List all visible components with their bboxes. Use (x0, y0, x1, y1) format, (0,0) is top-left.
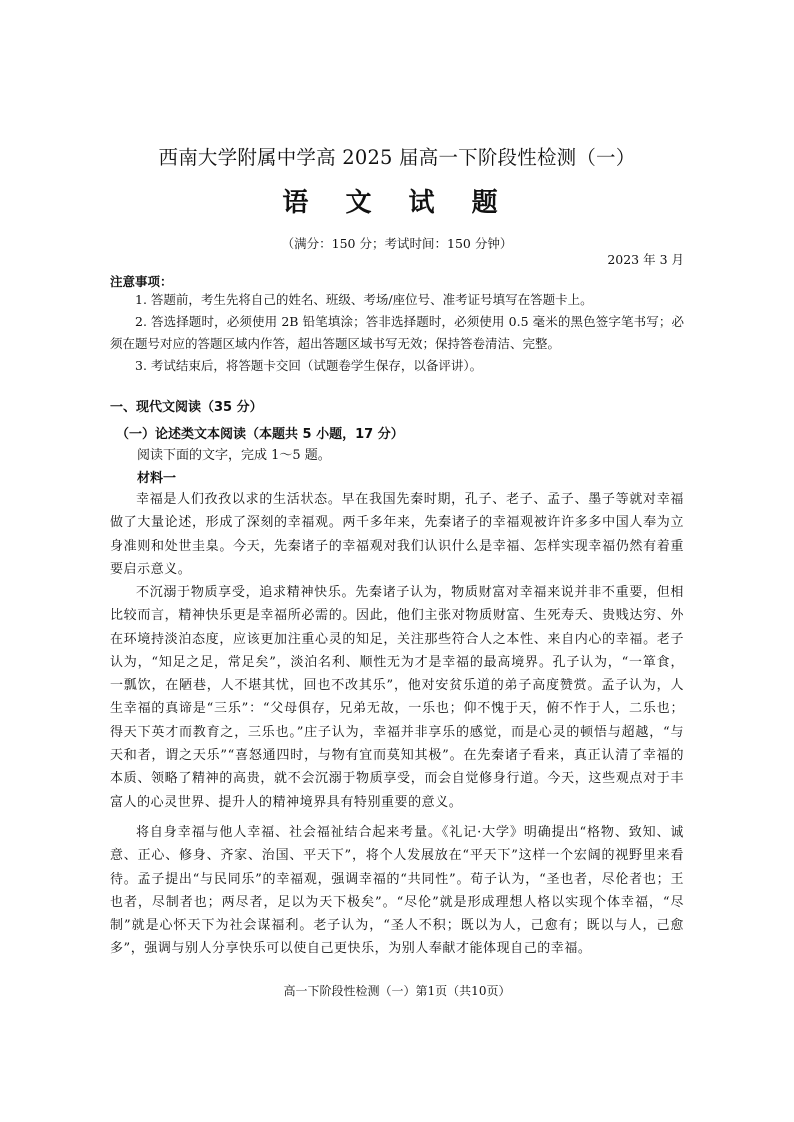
section-heading: 一、现代文阅读（35 分） (110, 400, 263, 415)
body-paragraph: 将自身幸福与他人幸福、社会福祉结合起来考量。《礼记·大学》明确提出“格物、致知、诚意、正心、修身、齐家、治国、平天下”，将个人发展放在“平天下”这样一个宏阔的视野里来看待。孟子提出“与民同乐”的幸福观，强调幸福的“共同性”。荀子认为，“圣也者，尽伦者也；王也者，尽制者也；两尽者，足以为天下极矣”。“尽伦”就是形成理想人格以实现个体幸福，“尽制”就是心怀天下为社会谋福利。老子认为，“圣人不积；既以为人，己愈有；既以与人，己愈多”，强调与别人分享快乐可以使自己更快乐，为别人奉献才能体现自己的幸福。 (110, 825, 684, 957)
subsection-heading: （一）论述类文本阅读（本题共 5 小题，17 分） (116, 427, 404, 442)
exam-date: 2023 年 3 月 (607, 252, 684, 267)
body-paragraph: 幸福是人们孜孜以求的生活状态。早在我国先秦时期，孔子、老子、孟子、墨子等就对幸福做了大量论述，形成了深刻的幸福观。两千多年来，先秦诸子的幸福观被许许多多中国人奉为立身准则和处世圭臬。今天，先秦诸子的幸福观对我们认识什么是幸福、怎样实现幸福仍然有着重要启示意义。 (110, 492, 684, 577)
material-label: 材料一 (137, 471, 177, 486)
page-footer: 高一下阶段性检测（一）第1页（共10页） (283, 984, 511, 998)
exam-info: （满分：150 分；考试时间：150 分钟） (281, 236, 513, 251)
notice-item: 2. 答选择题时，必须使用 2B 铅笔填涂；答非选择题时，必须使用 0.5 毫米的黑色签字笔书写；必须在题号对应的答题区域内作答，超出答题区域书写无效；保持答卷清洁、完整。 (110, 314, 684, 351)
notice-heading: 注意事项： (110, 274, 173, 289)
notice-item: 1. 答题前，考生先将自己的姓名、班级、考场/座位号、准考证号填写在答题卡上。 (135, 292, 593, 307)
reading-instruction: 阅读下面的文字，完成 1～5 题。 (137, 448, 331, 463)
body-paragraph: 不沉溺于物质享受，追求精神快乐。先秦诸子认为，物质财富对幸福来说并非不重要，但相比较而言，精神快乐更是幸福所必需的。因此，他们主张对物质财富、生死寿夭、贵贱达穷、外在环境持淡泊态度，应该更加注重心灵的知足，关注那些符合人之本性、来自内心的幸福。老子认为，“知足之足，常足矣”，淡泊名利、顺性无为才是幸福的最高境界。孔子认为，“一箪食，一瓢饮，在陋巷，人不堪其忧，回也不改其乐”，他对安贫乐道的弟子高度赞赏。孟子认为，人生幸福的真谛是“三乐”：“父母俱存，兄弟无故，一乐也；仰不愧于天，俯不怍于人，二乐也；得天下英才而教育之，三乐也。”庄子认为，幸福并非享乐的感觉，而是心灵的顿悟与超越，“与天和者，谓之天乐”“喜怒通四时，与物有宜而莫知其极”。在先秦诸子看来，真正认清了幸福的本质、领略了精神的高贵，就不会沉溺于物质享受，而会自觉修身行道。今天，这些观点对于丰富人的心灵世界、提升人的精神境界具有特别重要的意义。 (110, 585, 684, 810)
subject-title: 语 文 试 题 (282, 188, 512, 218)
school-title: 西南大学附属中学高 2025 届高一下阶段性检测（一） (158, 146, 636, 169)
notice-item: 3. 考试结束后，将答题卡交回（试题卷学生保存，以备评讲）。 (135, 358, 483, 373)
